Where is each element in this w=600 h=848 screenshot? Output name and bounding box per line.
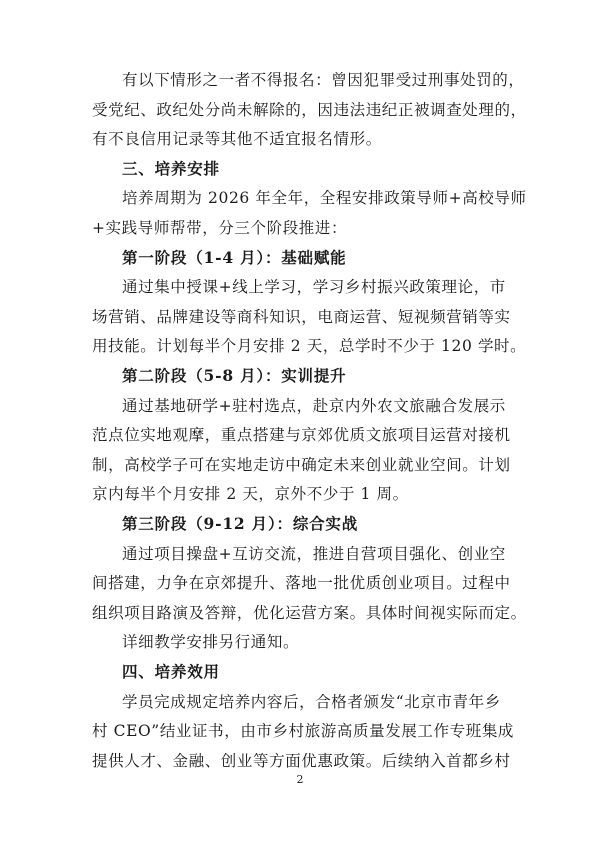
paragraph-stage-1-line-2: 场营销、品牌建设等商科知识，电商运营、短视频营销等实 bbox=[92, 307, 511, 326]
paragraph-effect-line-3: 提供人才、金融、创业等方面优惠政策。后续纳入首都乡村 bbox=[92, 751, 511, 770]
paragraph-notice: 详细教学安排另行通知。 bbox=[122, 633, 300, 652]
stage-heading-3: 第三阶段（9-12 月）：综合实战 bbox=[122, 514, 359, 533]
paragraph-stage-1-line-1: 通过集中授课+线上学习，学习乡村振兴政策理论，市 bbox=[122, 278, 506, 297]
stage-heading-2: 第二阶段（5-8 月）：实训提升 bbox=[122, 366, 347, 385]
section-heading-training-arrangement: 三、培养安排 bbox=[122, 158, 220, 178]
paragraph-stage-2-line-2: 范点位实地观摩，重点搭建与京郊优质文旅项目运营对接机 bbox=[92, 426, 511, 445]
paragraph-stage-3-line-2: 间搭建，力争在京郊提升、落地一批优质创业项目。过程中 bbox=[92, 574, 511, 593]
paragraph-cycle-line-1: 培养周期为 2026 年全年，全程安排政策导师+高校导师 bbox=[122, 189, 527, 208]
section-heading-training-effect: 四、培养效用 bbox=[122, 662, 220, 681]
paragraph-stage-2-line-4: 京内每半个月安排 2 天，京外不少于 1 周。 bbox=[92, 485, 409, 504]
stage-heading-1: 第一阶段（1-4 月）：基础赋能 bbox=[122, 247, 347, 267]
paragraph-stage-2-line-1: 通过基地研学+驻村选点，赴京内外农文旅融合发展示 bbox=[122, 396, 506, 415]
paragraph-eligibility-line-1: 有以下情形之一者不得报名：曾因犯罪受过刑事处罚的， bbox=[122, 71, 525, 89]
paragraph-stage-2-line-3: 制，高校学子可在实地走访中确定未来创业就业空间。计划 bbox=[92, 455, 511, 474]
paragraph-stage-3-line-3: 组织项目路演及答辩，优化运营方案。具体时间视实际而定。 bbox=[92, 603, 527, 622]
paragraph-stage-3-line-1: 通过项目操盘+互访交流，推进自营项目强化、创业空 bbox=[122, 544, 506, 563]
paragraph-eligibility-line-2: 受党纪、政纪处分尚未解除的，因违法违纪正被调查处理的， bbox=[92, 100, 527, 119]
paragraph-eligibility-line-3: 有不良信用记录等其他不适宜报名情形。 bbox=[92, 130, 382, 149]
paragraph-effect-line-2: 村 CEO”结业证书，由市乡村旅游高质量发展工作专班集成 bbox=[92, 722, 515, 741]
paragraph-stage-1-line-3: 用技能。计划每半个月安排 2 天，总学时不少于 120 学时。 bbox=[92, 337, 527, 356]
paragraph-cycle-line-2: +实践导师帮带，分三个阶段推进： bbox=[92, 219, 348, 237]
page-number: 2 bbox=[296, 773, 304, 786]
paragraph-effect-line-1: 学员完成规定培养内容后，合格者颁发“北京市青年乡 bbox=[122, 692, 501, 711]
